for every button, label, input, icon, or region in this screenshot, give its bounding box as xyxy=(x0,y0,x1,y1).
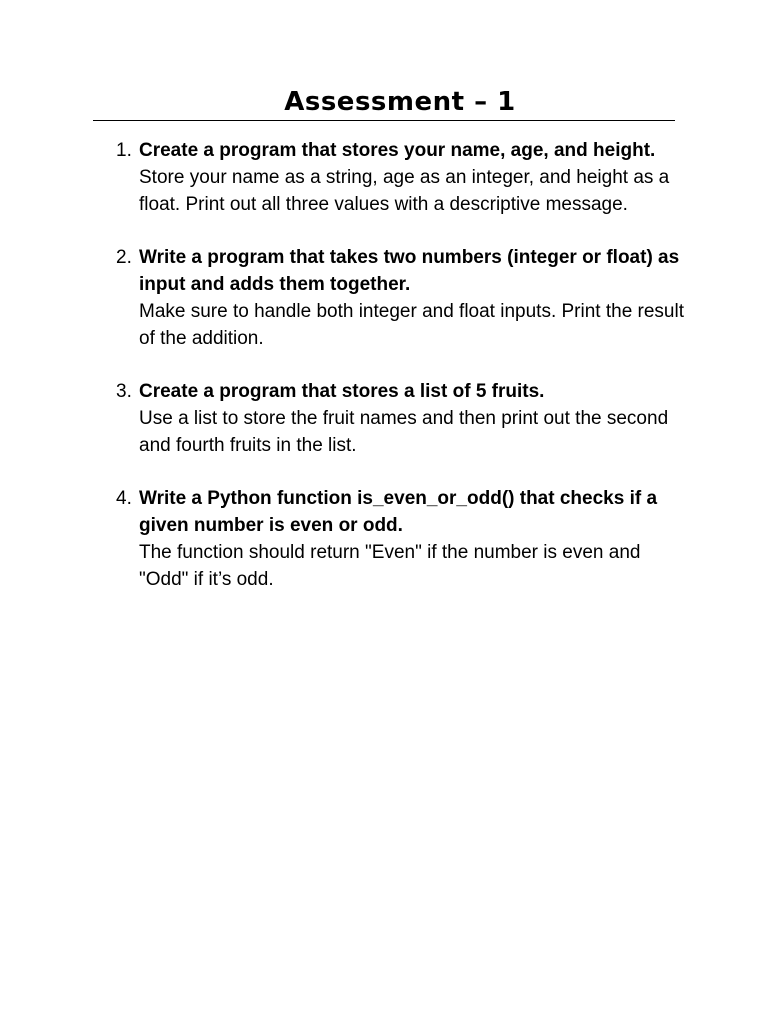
question-number: 4. xyxy=(116,488,132,510)
question-heading: Create a program that stores a list of 5 fruits. xyxy=(139,381,545,403)
question-number: 3. xyxy=(116,381,132,403)
question-item-3 xyxy=(116,379,684,459)
question-item-2 xyxy=(116,245,684,352)
question-heading: Write a Python function is_even_or_odd() that checks if a given number is even or odd. xyxy=(139,488,658,537)
question-number: 2. xyxy=(116,247,132,269)
question-heading: Write a program that takes two numbers (integer or float) as input and adds them together. xyxy=(139,247,680,295)
question-list xyxy=(116,138,684,620)
question-detail: Use a list to store the fruit names and then print out the second and fourth fruits in the list. xyxy=(139,407,669,456)
question-item-1 xyxy=(116,138,684,218)
page-title: Assessment – 1 xyxy=(284,87,516,117)
question-item-4 xyxy=(116,486,684,593)
question-detail: Store your name as a string, age as an integer, and height as a float. Print out all three values with a descriptive message. xyxy=(139,166,670,215)
question-heading: Create a program that stores your name, age, and height. xyxy=(139,140,656,161)
title-underline xyxy=(93,120,675,121)
question-detail: The function should return "Even" if the number is even and "Odd" if it’s odd. xyxy=(139,541,641,590)
question-number: 1. xyxy=(116,140,132,161)
question-detail: Make sure to handle both integer and float inputs. Print the result of the addition. xyxy=(139,300,684,349)
